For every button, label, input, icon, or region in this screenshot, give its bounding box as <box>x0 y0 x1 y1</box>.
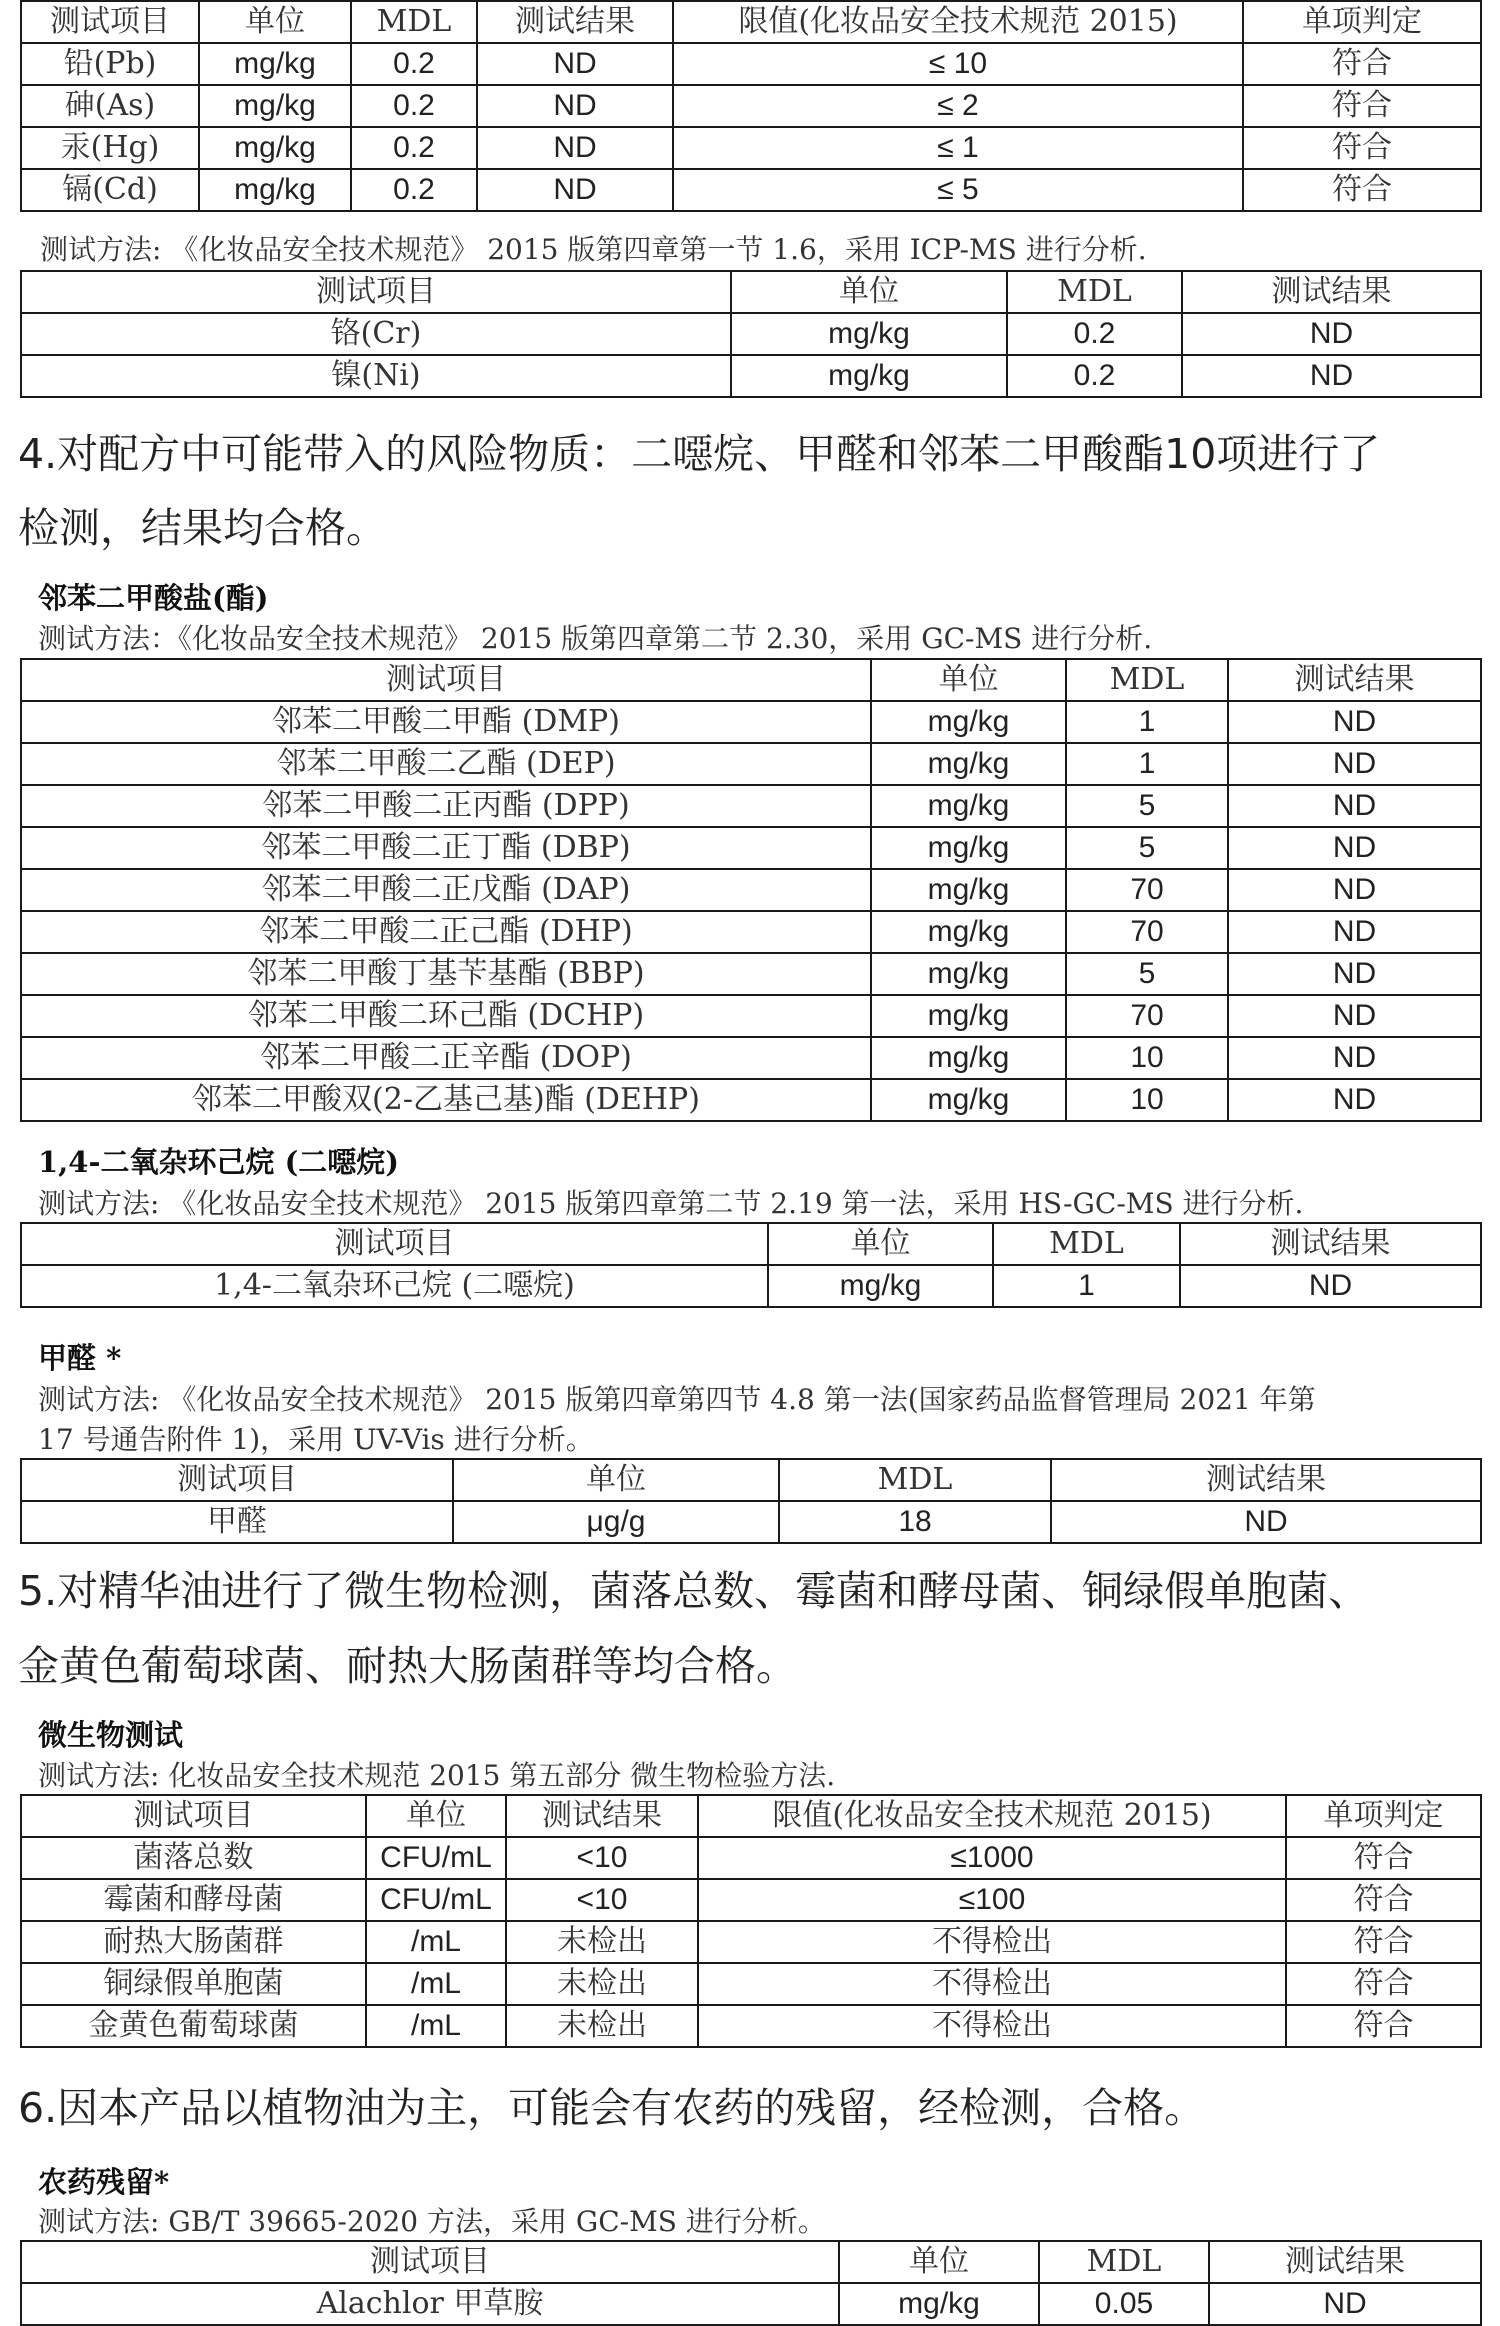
cell-unit: μg/g <box>453 1501 779 1543</box>
cell-result: ND <box>477 127 673 169</box>
table-row <box>21 743 1481 785</box>
phthalates-method-text: 测试方法：《化妆品安全技术规范》 2015 版第四章第二节 2.30，采用 GC-MS 进行分析. <box>38 622 1153 655</box>
table-row <box>21 1963 1481 2005</box>
cell-result: ND <box>1182 355 1481 397</box>
cell-item: 1,4-二氧杂环己烷 (二噁烷) <box>21 1265 768 1307</box>
formaldehyde-method-line-2: 17 号通告附件 1)，采用 UV-Vis 进行分析。 <box>38 1423 594 1456</box>
cell-mdl: 0.2 <box>351 85 477 127</box>
cell-result: ND <box>1051 1501 1481 1543</box>
cell-mdl: 0.2 <box>351 169 477 211</box>
cell-item: 砷(As) <box>21 85 199 127</box>
cell-judgement: 符合 <box>1243 43 1481 85</box>
header-unit: 单位 <box>199 1 351 43</box>
cell-item: Alachlor 甲草胺 <box>21 2283 839 2325</box>
cell-result: ND <box>1228 701 1481 743</box>
cell-item: 铅(Pb) <box>21 43 199 85</box>
cell-item: 邻苯二甲酸二正戊酯 (DAP) <box>21 869 871 911</box>
header-mdl: MDL <box>1007 271 1182 313</box>
cell-result: ND <box>1228 995 1481 1037</box>
header-result: 测试结果 <box>1182 271 1481 313</box>
table-row <box>21 827 1481 869</box>
table-row <box>21 1501 1481 1543</box>
cell-item: 邻苯二甲酸丁基苄基酯 (BBP) <box>21 953 871 995</box>
cell-mdl: 1 <box>1066 701 1228 743</box>
cell-unit: mg/kg <box>871 743 1066 785</box>
cell-judgement: 符合 <box>1286 2005 1481 2047</box>
cell-item: 甲醛 <box>21 1501 453 1543</box>
table-header-row <box>21 1795 1481 1837</box>
cell-result: ND <box>1228 911 1481 953</box>
dioxane-title: 1,4-二氧杂环己烷 (二噁烷) <box>38 1145 400 1179</box>
table-header-row <box>21 271 1481 313</box>
cell-item: 耐热大肠菌群 <box>21 1921 366 1963</box>
cell-unit: mg/kg <box>871 827 1066 869</box>
header-test-item: 测试项目 <box>21 1 199 43</box>
header-mdl: MDL <box>351 1 477 43</box>
cell-judgement: 符合 <box>1243 127 1481 169</box>
cell-judgement: 符合 <box>1243 169 1481 211</box>
table-row <box>21 995 1481 1037</box>
heavy-metals-table <box>20 0 1482 212</box>
cell-unit: mg/kg <box>871 701 1066 743</box>
table-header-row <box>21 659 1481 701</box>
cell-limit: ≤ 5 <box>673 169 1243 211</box>
pesticide-title: 农药残留* <box>38 2165 170 2199</box>
cell-limit: 不得检出 <box>698 2005 1286 2047</box>
table-header-row <box>21 1223 1481 1265</box>
cell-mdl: 5 <box>1066 953 1228 995</box>
table-row <box>21 1265 1481 1307</box>
cell-limit: ≤1000 <box>698 1837 1286 1879</box>
cell-unit: mg/kg <box>199 169 351 211</box>
cell-result: ND <box>1182 313 1481 355</box>
table-row <box>21 2283 1481 2325</box>
header-unit: 单位 <box>366 1795 506 1837</box>
table-row <box>21 785 1481 827</box>
section-5-line-2: 金黄色葡萄球菌、耐热大肠菌群等均合格。 <box>18 1642 797 1690</box>
cell-result: ND <box>477 169 673 211</box>
cell-judgement: 符合 <box>1286 1921 1481 1963</box>
cell-unit: mg/kg <box>731 313 1007 355</box>
table-row <box>21 1879 1481 1921</box>
cell-judgement: 符合 <box>1286 1837 1481 1879</box>
cell-result: ND <box>1228 743 1481 785</box>
header-mdl: MDL <box>779 1459 1051 1501</box>
micro-title: 微生物测试 <box>38 1718 184 1752</box>
cell-mdl: 70 <box>1066 911 1228 953</box>
cell-result: ND <box>477 43 673 85</box>
formaldehyde-title: 甲醛 * <box>38 1341 122 1375</box>
table-row <box>21 1037 1481 1079</box>
table-row <box>21 85 1481 127</box>
header-unit: 单位 <box>871 659 1066 701</box>
crni-table <box>20 270 1482 398</box>
cell-unit: CFU/mL <box>366 1879 506 1921</box>
cell-limit: ≤ 10 <box>673 43 1243 85</box>
header-mdl: MDL <box>1066 659 1228 701</box>
cell-item: 汞(Hg) <box>21 127 199 169</box>
header-mdl: MDL <box>993 1223 1180 1265</box>
cell-unit: /mL <box>366 2005 506 2047</box>
cell-item: 邻苯二甲酸双(2-乙基己基)酯 (DEHP) <box>21 1079 871 1121</box>
cell-mdl: 70 <box>1066 869 1228 911</box>
header-limit: 限值(化妆品安全技术规范 2015) <box>673 1 1243 43</box>
table-row <box>21 355 1481 397</box>
cell-unit: mg/kg <box>871 911 1066 953</box>
cell-mdl: 0.2 <box>1007 355 1182 397</box>
section-4-line-2: 检测，结果均合格。 <box>18 504 387 552</box>
header-test-item: 测试项目 <box>21 659 871 701</box>
cell-unit: mg/kg <box>871 1079 1066 1121</box>
cell-unit: mg/kg <box>199 43 351 85</box>
cell-result: ND <box>1228 953 1481 995</box>
cell-judgement: 符合 <box>1243 85 1481 127</box>
cell-result: ND <box>1228 1037 1481 1079</box>
header-unit: 单位 <box>731 271 1007 313</box>
cell-item: 镉(Cd) <box>21 169 199 211</box>
cell-result: <10 <box>506 1837 698 1879</box>
table-row <box>21 1921 1481 1963</box>
cell-unit: mg/kg <box>199 127 351 169</box>
cell-unit: mg/kg <box>871 1037 1066 1079</box>
cell-mdl: 10 <box>1066 1037 1228 1079</box>
cell-item: 菌落总数 <box>21 1837 366 1879</box>
cell-result: ND <box>1228 869 1481 911</box>
cell-item: 邻苯二甲酸二正辛酯 (DOP) <box>21 1037 871 1079</box>
pesticide-table <box>20 2240 1482 2326</box>
cell-judgement: 符合 <box>1286 1879 1481 1921</box>
cell-unit: mg/kg <box>768 1265 993 1307</box>
table-row <box>21 313 1481 355</box>
cell-mdl: 10 <box>1066 1079 1228 1121</box>
header-result: 测试结果 <box>1209 2241 1481 2283</box>
cell-result: ND <box>1228 1079 1481 1121</box>
table-row <box>21 169 1481 211</box>
cell-unit: mg/kg <box>871 995 1066 1037</box>
cell-result: ND <box>477 85 673 127</box>
cell-result: ND <box>1209 2283 1481 2325</box>
header-judgement: 单项判定 <box>1286 1795 1481 1837</box>
header-unit: 单位 <box>768 1223 993 1265</box>
cell-item: 邻苯二甲酸二乙酯 (DEP) <box>21 743 871 785</box>
formaldehyde-table <box>20 1458 1482 1544</box>
table-row <box>21 2005 1481 2047</box>
section-4-line-1: 4.对配方中可能带入的风险物质：二噁烷、甲醛和邻苯二甲酸酯10项进行了 <box>18 430 1381 478</box>
micro-method-text: 测试方法: 化妆品安全技术规范 2015 第五部分 微生物检验方法. <box>38 1759 836 1792</box>
table-header-row <box>21 2241 1481 2283</box>
cell-mdl: 0.2 <box>1007 313 1182 355</box>
cell-unit: mg/kg <box>839 2283 1039 2325</box>
cell-limit: ≤ 1 <box>673 127 1243 169</box>
header-result: 测试结果 <box>506 1795 698 1837</box>
pesticide-method-text: 测试方法: GB/T 39665-2020 方法，采用 GC-MS 进行分析。 <box>38 2205 826 2238</box>
section-5-line-1: 5.对精华油进行了微生物检测，菌落总数、霉菌和酵母菌、铜绿假单胞菌、 <box>18 1567 1370 1615</box>
cell-limit: 不得检出 <box>698 1921 1286 1963</box>
header-test-item: 测试项目 <box>21 2241 839 2283</box>
cell-result: ND <box>1180 1265 1481 1307</box>
cell-limit: ≤ 2 <box>673 85 1243 127</box>
cell-item: 霉菌和酵母菌 <box>21 1879 366 1921</box>
table-row <box>21 953 1481 995</box>
cell-item: 邻苯二甲酸二正丙酯 (DPP) <box>21 785 871 827</box>
cell-mdl: 5 <box>1066 785 1228 827</box>
cell-item: 铬(Cr) <box>21 313 731 355</box>
section-6-line-1: 6.因本产品以植物油为主，可能会有农药的残留，经检测，合格。 <box>18 2084 1206 2132</box>
header-result: 测试结果 <box>1228 659 1481 701</box>
cell-item: 镍(Ni) <box>21 355 731 397</box>
crni-method-text: 测试方法: 《化妆品安全技术规范》 2015 版第四章第一节 1.6，采用 ICP-MS 进行分析. <box>40 233 1147 266</box>
cell-result: 未检出 <box>506 1963 698 2005</box>
dioxane-method-text: 测试方法: 《化妆品安全技术规范》 2015 版第四章第二节 2.19 第一法，采用 HS-GC-MS 进行分析. <box>38 1187 1304 1220</box>
phthalates-table <box>20 658 1482 1122</box>
table-row <box>21 43 1481 85</box>
cell-unit: /mL <box>366 1921 506 1963</box>
header-test-item: 测试项目 <box>21 1459 453 1501</box>
cell-mdl: 1 <box>1066 743 1228 785</box>
header-result: 测试结果 <box>1051 1459 1481 1501</box>
cell-judgement: 符合 <box>1286 1963 1481 2005</box>
cell-item: 邻苯二甲酸二正己酯 (DHP) <box>21 911 871 953</box>
table-row <box>21 1837 1481 1879</box>
cell-limit: ≤100 <box>698 1879 1286 1921</box>
header-limit: 限值(化妆品安全技术规范 2015) <box>698 1795 1286 1837</box>
header-result: 测试结果 <box>477 1 673 43</box>
cell-unit: mg/kg <box>731 355 1007 397</box>
cell-result: 未检出 <box>506 1921 698 1963</box>
cell-unit: mg/kg <box>871 869 1066 911</box>
table-row <box>21 869 1481 911</box>
header-judgement: 单项判定 <box>1243 1 1481 43</box>
cell-mdl: 5 <box>1066 827 1228 869</box>
cell-unit: mg/kg <box>871 953 1066 995</box>
dioxane-table <box>20 1222 1482 1308</box>
cell-unit: mg/kg <box>871 785 1066 827</box>
cell-item: 铜绿假单胞菌 <box>21 1963 366 2005</box>
phthalates-title: 邻苯二甲酸盐(酯) <box>38 581 269 615</box>
cell-item: 邻苯二甲酸二环己酯 (DCHP) <box>21 995 871 1037</box>
header-unit: 单位 <box>453 1459 779 1501</box>
formaldehyde-method-line-1: 测试方法: 《化妆品安全技术规范》 2015 版第四章第四节 4.8 第一法(国家药品监督管理局 2021 年第 <box>38 1383 1316 1416</box>
header-test-item: 测试项目 <box>21 271 731 313</box>
header-unit: 单位 <box>839 2241 1039 2283</box>
cell-unit: CFU/mL <box>366 1837 506 1879</box>
cell-unit: mg/kg <box>199 85 351 127</box>
table-row <box>21 701 1481 743</box>
cell-mdl: 0.2 <box>351 43 477 85</box>
cell-item: 金黄色葡萄球菌 <box>21 2005 366 2047</box>
table-row <box>21 1079 1481 1121</box>
cell-result: 未检出 <box>506 2005 698 2047</box>
cell-mdl: 70 <box>1066 995 1228 1037</box>
cell-mdl: 1 <box>993 1265 1180 1307</box>
micro-table <box>20 1794 1482 2048</box>
cell-mdl: 18 <box>779 1501 1051 1543</box>
table-row <box>21 911 1481 953</box>
cell-unit: /mL <box>366 1963 506 2005</box>
table-row <box>21 127 1481 169</box>
cell-limit: 不得检出 <box>698 1963 1286 2005</box>
header-result: 测试结果 <box>1180 1223 1481 1265</box>
cell-item: 邻苯二甲酸二正丁酯 (DBP) <box>21 827 871 869</box>
table-header-row <box>21 1 1481 43</box>
cell-result: ND <box>1228 827 1481 869</box>
cell-result: <10 <box>506 1879 698 1921</box>
cell-mdl: 0.2 <box>351 127 477 169</box>
header-test-item: 测试项目 <box>21 1795 366 1837</box>
table-header-row <box>21 1459 1481 1501</box>
header-test-item: 测试项目 <box>21 1223 768 1265</box>
cell-mdl: 0.05 <box>1039 2283 1209 2325</box>
header-mdl: MDL <box>1039 2241 1209 2283</box>
cell-item: 邻苯二甲酸二甲酯 (DMP) <box>21 701 871 743</box>
cell-result: ND <box>1228 785 1481 827</box>
